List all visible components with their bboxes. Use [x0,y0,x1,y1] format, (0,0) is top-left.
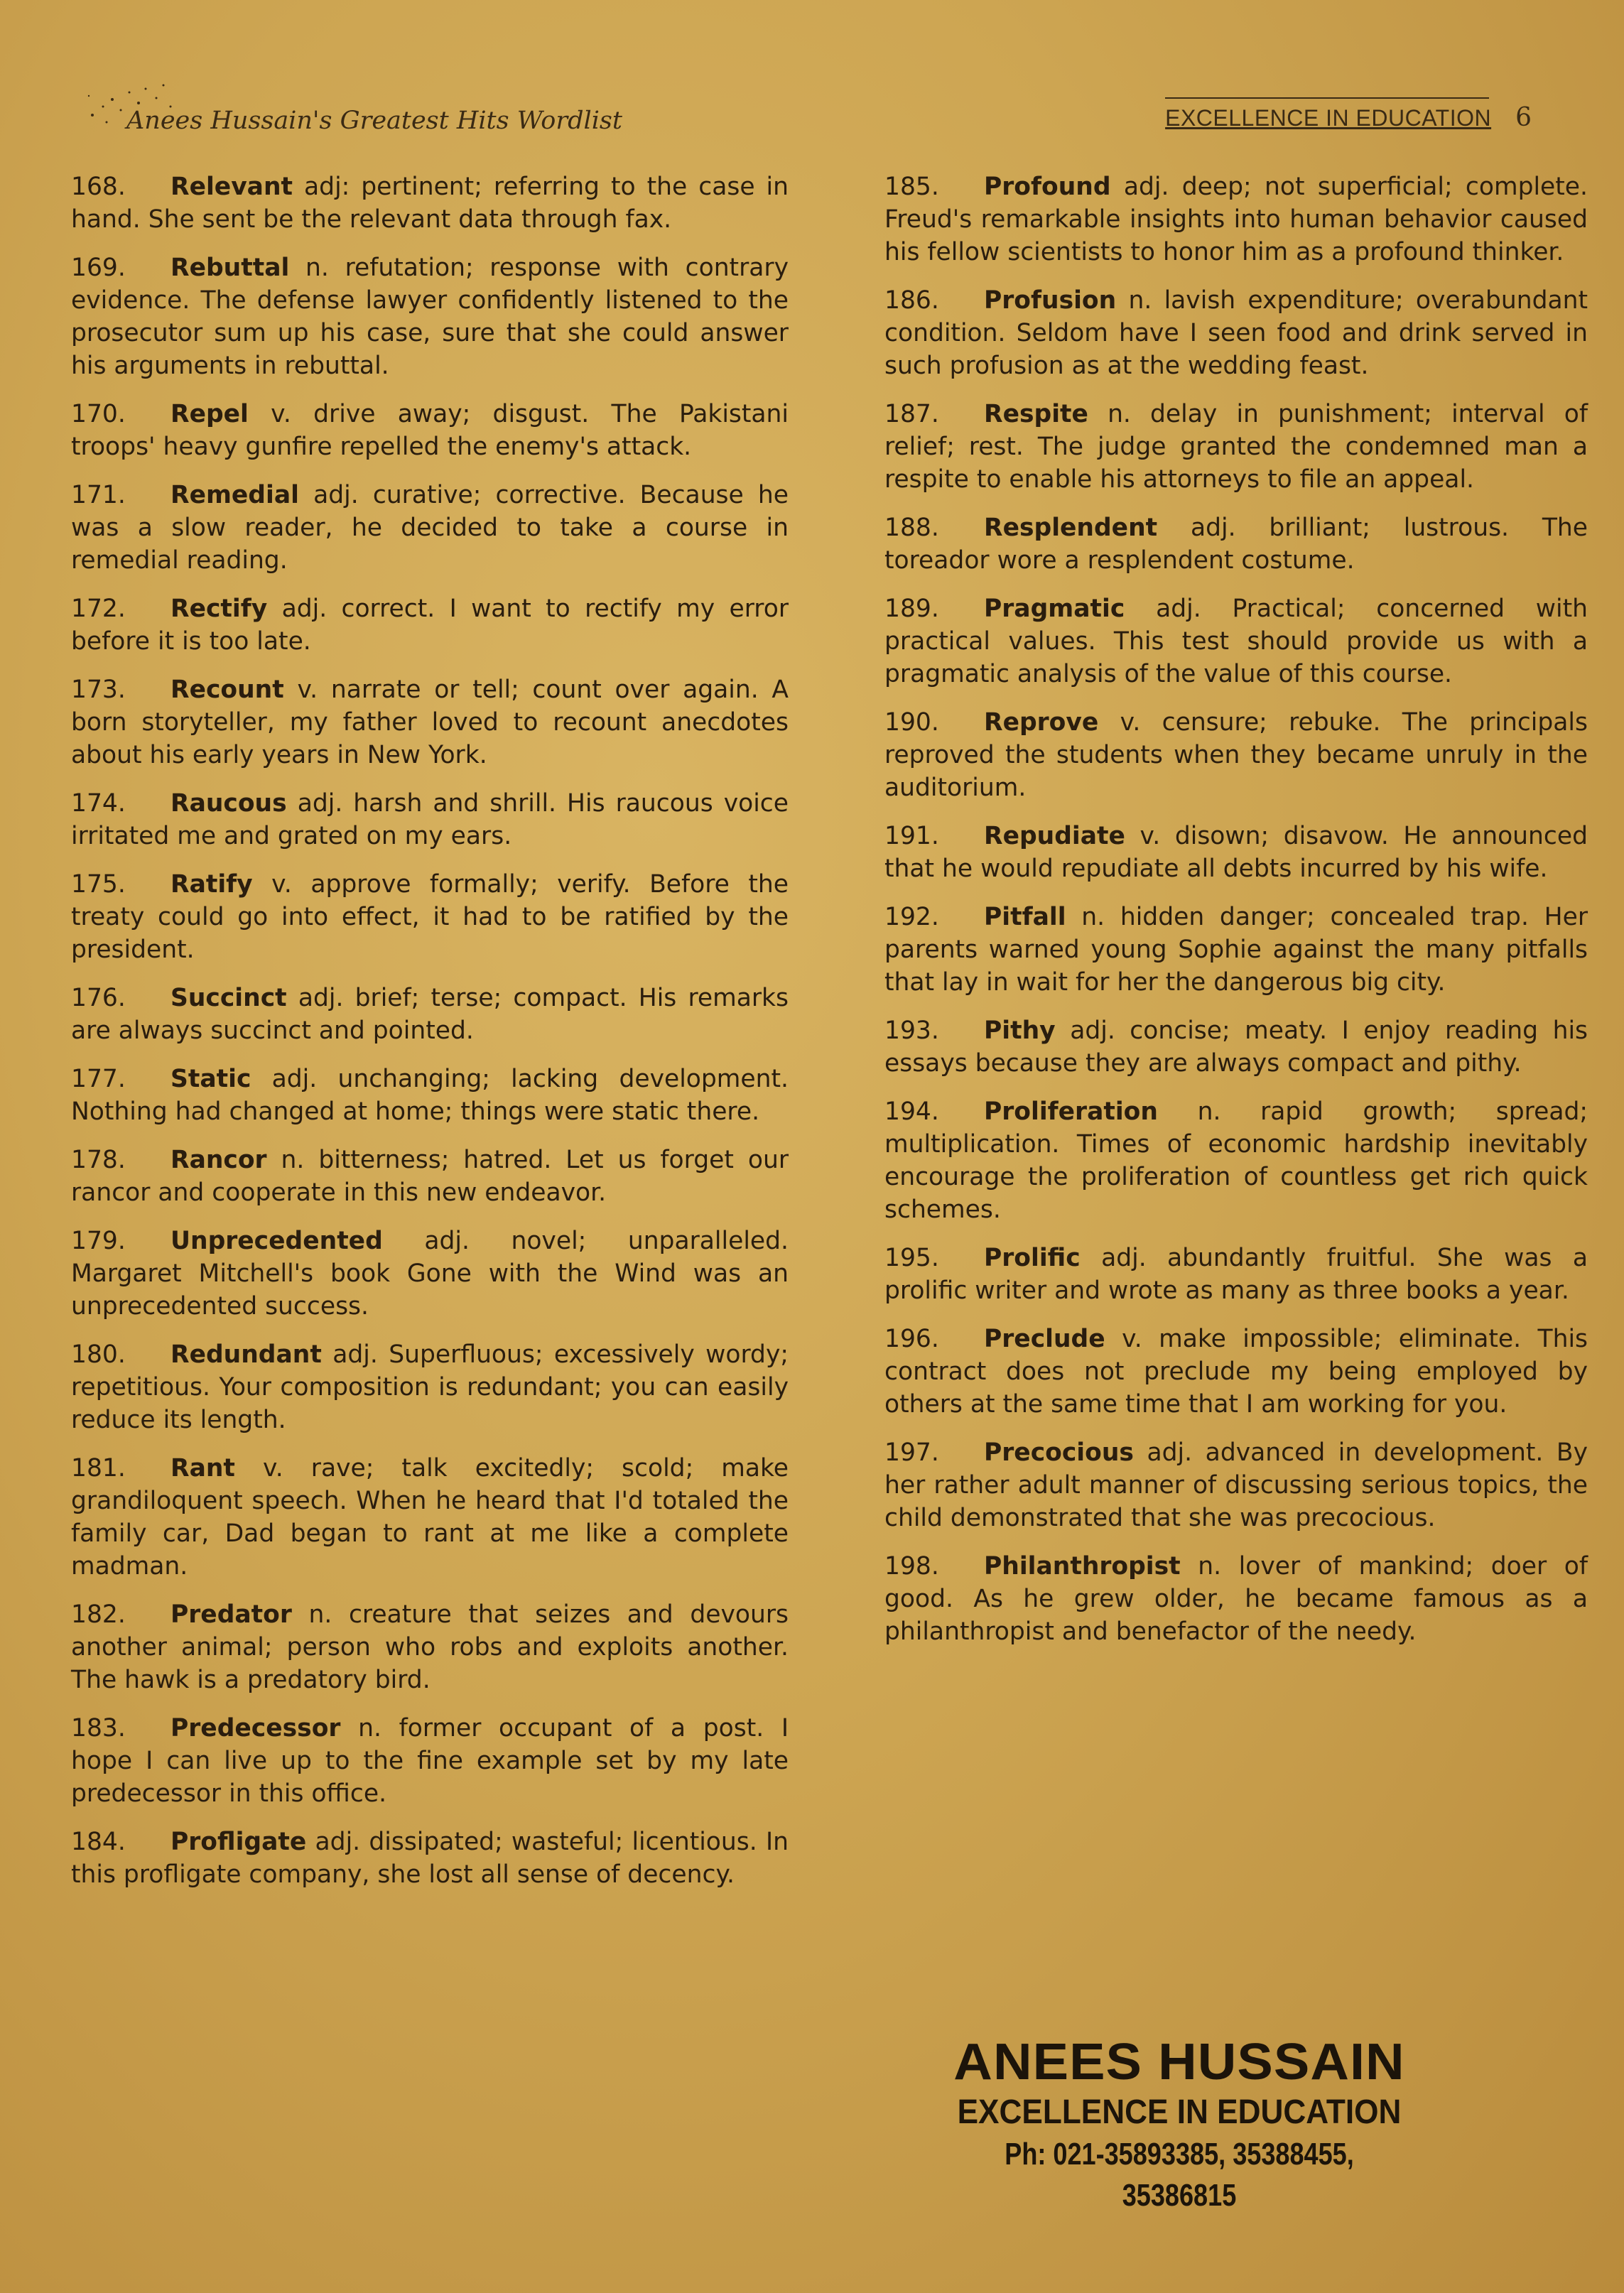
entry-definition: n. bitterness; hatred. Let us forget our rancor and cooperate in this new endeavor. [71,1146,789,1207]
entry-word: Recount [170,676,284,704]
word-entry [884,398,1588,496]
entry-number: 170. [71,400,126,428]
entry-definition: adj. concise; meaty. I enjoy reading his essays because they are always compact and pithy. [884,1017,1588,1078]
entry-number: 184. [71,1828,126,1856]
wordlist-header-title: Anees Hussain's Greatest Hits Wordlist [126,107,622,135]
entry-number: 169. [71,254,126,282]
word-entry [71,673,789,771]
entry-definition: adj. harsh and shrill. His raucous voice irritated me and grated on my ears. [71,789,789,850]
entry-number: 178. [71,1146,126,1174]
entry-definition: adj. Practical; concerned with practical values. This test should provide us with a pragmatic analysis of the value of this course. [884,595,1588,688]
word-entry [71,1598,789,1696]
entry-word: Static [170,1065,251,1093]
word-entry [71,592,789,658]
entry-word: Redundant [170,1340,322,1369]
entry-word: Preclude [984,1325,1105,1353]
entry-word: Repudiate [984,822,1125,850]
entry-number: 180. [71,1340,126,1369]
entry-number: 186. [884,286,939,315]
entry-word: Rancor [170,1146,267,1174]
entry-definition: adj. abundantly fruitful. She was a prolific writer and wrote as many as three books a year. [884,1244,1588,1305]
entry-definition: v. narrate or tell; count over again. A born storyteller, my father loved to recount anecdotes about his early years in New York. [71,676,789,769]
word-entry [71,868,789,966]
entry-word: Remedial [170,481,299,509]
entry-definition: adj. dissipated; wasteful; licentious. In this profligate company, she lost all sense of decency. [71,1828,789,1889]
entry-word: Succinct [170,984,287,1012]
entry-number: 188. [884,514,939,542]
entry-number: 187. [884,400,939,428]
entry-word: Repel [170,400,249,428]
entry-definition: adj. brief; terse; compact. His remarks are always succinct and pointed. [71,984,789,1045]
entry-word: Resplendent [984,514,1158,542]
entry-word: Prolific [984,1244,1081,1272]
entry-number: 179. [71,1227,126,1255]
entry-definition: v. make impossible; eliminate. This contract does not preclude my being employed by others at the same time that I am working for you. [884,1325,1588,1419]
word-entry [884,284,1588,382]
entry-number: 172. [71,595,126,623]
word-entry [884,706,1588,804]
entry-definition: adj. correct. I want to rectify my error before it is too late. [71,595,789,656]
entry-definition: adj. advanced in development. By her rather adult manner of discussing serious topics, the child demonstrated that she was precocious. [884,1438,1588,1532]
header-institution: EXCELLENCE IN EDUCATION [1165,105,1492,131]
entry-word: Pithy [984,1017,1056,1045]
entry-word: Respite [984,400,1088,428]
word-entry [884,1014,1588,1080]
entry-definition: n. rapid growth; spread; multiplication. Times of economic hardship inevitably encourage the proliferation of countless get rich quick schemes. [884,1097,1588,1224]
entry-word: Profusion [984,286,1117,315]
entry-definition: adj. deep; not superficial; complete. Freud's remarkable insights into human behavior caused his fellow scientists to honor him as a profound thinker. [884,173,1588,266]
entry-word: Reprove [984,708,1099,737]
header-rule [1165,97,1489,99]
entry-number: 182. [71,1600,126,1629]
word-entry [884,901,1588,999]
entry-number: 168. [71,173,126,201]
left-column [71,170,789,1907]
entry-number: 177. [71,1065,126,1093]
entry-number: 190. [884,708,939,737]
entry-word: Precocious [984,1438,1134,1467]
entry-word: Rebuttal [170,254,290,282]
word-entry [71,1338,789,1436]
word-entry [71,1225,789,1323]
word-entry [71,170,789,236]
entry-word: Profligate [170,1828,307,1856]
entry-number: 175. [71,870,126,899]
stamp-phone: Ph: 021-35893385, 35388455, 35386815 [1005,2137,1354,2213]
entry-definition: n. delay in punishment; interval of relief; rest. The judge granted the condemned man a respite to enable his attorneys to file an appeal. [884,400,1588,494]
entry-definition: n. lover of mankind; doer of good. As he grew older, he became famous as a philanthropist and benefactor of the needy. [884,1552,1588,1646]
entry-definition: adj. brilliant; lustrous. The toreador wore a resplendent costume. [884,514,1588,575]
word-entry [884,170,1588,269]
word-entry [884,1242,1588,1307]
entry-word: Proliferation [984,1097,1158,1126]
entry-word: Profound [984,173,1111,201]
word-entry [884,1323,1588,1421]
entry-number: 198. [884,1552,939,1581]
entry-word: Philanthropist [984,1552,1181,1581]
entry-number: 173. [71,676,126,704]
entry-definition: n. former occupant of a post. I hope I can live up to the fine example set by my late predecessor in this office. [71,1714,789,1808]
entry-word: Ratify [170,870,253,899]
entry-definition: adj. Superfluous; excessively wordy; repetitious. Your composition is redundant; you can easily reduce its length. [71,1340,789,1434]
entry-number: 176. [71,984,126,1012]
entry-number: 195. [884,1244,939,1272]
entry-number: 171. [71,481,126,509]
word-entry [71,982,789,1047]
word-entry [71,787,789,852]
entry-definition: adj: pertinent; referring to the case in hand. She sent be the relevant data through fax. [71,173,789,234]
entry-word: Relevant [170,173,293,201]
entry-definition: v. rave; talk excitedly; scold; make grandiloquent speech. When he heard that I'd totaled the family car, Dad began to rant at me like a complete madman. [71,1454,789,1581]
entry-number: 191. [884,822,939,850]
entry-definition: n. hidden danger; concealed trap. Her parents warned young Sophie against the many pitfalls that lay in wait for her the dangerous big city. [884,903,1588,997]
word-entry [884,511,1588,577]
institution-stamp [916,2033,1442,2216]
entry-number: 193. [884,1017,939,1045]
entry-word: Predecessor [170,1714,341,1742]
entry-word: Raucous [170,789,287,818]
entry-definition: n. lavish expenditure; overabundant condition. Seldom have I seen food and drink served in such profusion as at the wedding feast. [884,286,1588,380]
entry-number: 196. [884,1325,939,1353]
right-column [884,170,1588,1664]
entry-word: Rectify [170,595,268,623]
word-entry [884,820,1588,885]
page-number: 6 [1515,103,1532,132]
word-entry [71,398,789,463]
entry-definition: n. creature that seizes and devours another animal; person who robs and exploits another. The hawk is a predatory bird. [71,1600,789,1694]
word-entry [884,1095,1588,1226]
entry-definition: n. refutation; response with contrary evidence. The defense lawyer confidently listened to the prosecutor sum up his case, sure that she could answer his arguments in rebuttal. [71,254,789,380]
word-entry [71,479,789,577]
entry-definition: v. approve formally; verify. Before the treaty could go into effect, it had to be ratified by the president. [71,870,789,964]
word-entry [71,1826,789,1891]
entry-word: Rant [170,1454,235,1482]
entry-number: 189. [884,595,939,623]
entry-definition: adj. novel; unparalleled. Margaret Mitchell's book Gone with the Wind was an unprecedented success. [71,1227,789,1321]
word-entry [884,592,1588,690]
entry-definition: adj. unchanging; lacking development. Nothing had changed at home; things were static there. [71,1065,789,1126]
entry-number: 197. [884,1438,939,1467]
word-entry [884,1436,1588,1534]
entry-word: Predator [170,1600,292,1629]
entry-definition: v. censure; rebuke. The principals reproved the students when they became unruly in the auditorium. [884,708,1588,802]
entry-number: 183. [71,1714,126,1742]
word-entry [71,1712,789,1810]
page-header-right [1165,103,1532,132]
entry-definition: v. drive away; disgust. The Pakistani troops' heavy gunfire repelled the enemy's attack. [71,400,789,461]
stamp-name: ANEES HUSSAIN [953,2034,1405,2091]
word-entry [884,1550,1588,1648]
entry-word: Pragmatic [984,595,1125,623]
entry-definition: v. disown; disavow. He announced that he would repudiate all debts incurred by his wife. [884,822,1588,883]
entry-definition: adj. curative; corrective. Because he was a slow reader, he decided to take a course in remedial reading. [71,481,789,575]
entry-number: 174. [71,789,126,818]
entry-number: 194. [884,1097,939,1126]
word-entry [71,1144,789,1209]
word-entry [71,251,789,382]
stamp-tagline: EXCELLENCE IN EDUCATION [957,2093,1402,2131]
entry-number: 185. [884,173,939,201]
word-entry [71,1452,789,1583]
entry-word: Unprecedented [170,1227,383,1255]
entry-word: Pitfall [984,903,1066,931]
entry-number: 192. [884,903,939,931]
word-entry [71,1063,789,1128]
entry-number: 181. [71,1454,126,1482]
